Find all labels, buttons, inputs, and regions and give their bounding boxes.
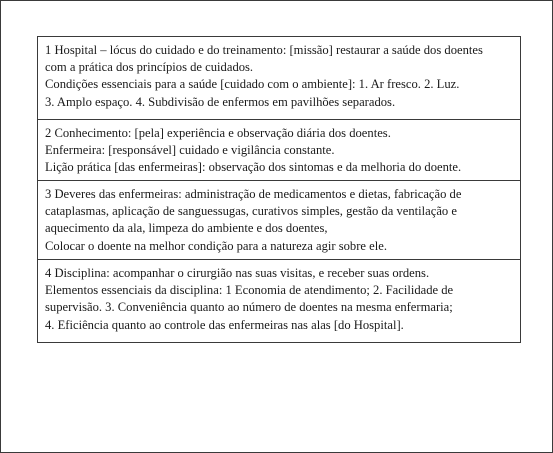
text-line: Elementos essenciais da disciplina: 1 Economia de atendimento; 2. Facilidade de xyxy=(45,283,454,298)
text-line: supervisão. 3. Conveniência quanto ao número de doentes na mesma enfermaria; xyxy=(45,300,453,315)
table-row-hospital xyxy=(38,37,520,119)
text-line: Lição prática [das enfermeiras]: observação dos sintomas e da melhoria do doente. xyxy=(45,160,462,175)
text-line: Enfermeira: [responsável] cuidado e vigilância constante. xyxy=(45,143,335,158)
text-line: 3. Amplo espaço. 4. Subdivisão de enfermos em pavilhões separados. xyxy=(45,94,396,109)
content-table xyxy=(37,36,521,343)
text-line: 2 Conhecimento: [pela] experiência e observação diária dos doentes. xyxy=(45,126,391,140)
text-line: 1 Hospital – lócus do cuidado e do treinamento: [missão] restaurar a saúde dos doentes xyxy=(45,43,483,57)
text-line: com a prática dos princípios de cuidados. xyxy=(45,60,254,75)
text-line: 4. Eficiência quanto ao controle das enfermeiras nas alas [do Hospital]. xyxy=(45,317,404,332)
text-line: Condições essenciais para a saúde [cuidado com o ambiente]: 1. Ar fresco. 2. Luz. xyxy=(45,77,460,92)
table-row-conhecimento xyxy=(38,119,520,180)
text-line: 4 Disciplina: acompanhar o cirurgião nas suas visitas, e receber suas ordens. xyxy=(45,266,430,280)
text-line: aquecimento da ala, limpeza do ambiente e dos doentes, xyxy=(45,221,328,236)
text-line: 3 Deveres das enfermeiras: administração de medicamentos e dietas, fabricação de xyxy=(45,187,462,201)
table-row-disciplina xyxy=(38,259,520,342)
text-line: cataplasmas, aplicação de sanguessugas, curativos simples, gestão da ventilação e xyxy=(45,204,457,219)
table-row-deveres xyxy=(38,180,520,259)
text-line: Colocar o doente na melhor condição para a natureza agir sobre ele. xyxy=(45,238,387,253)
